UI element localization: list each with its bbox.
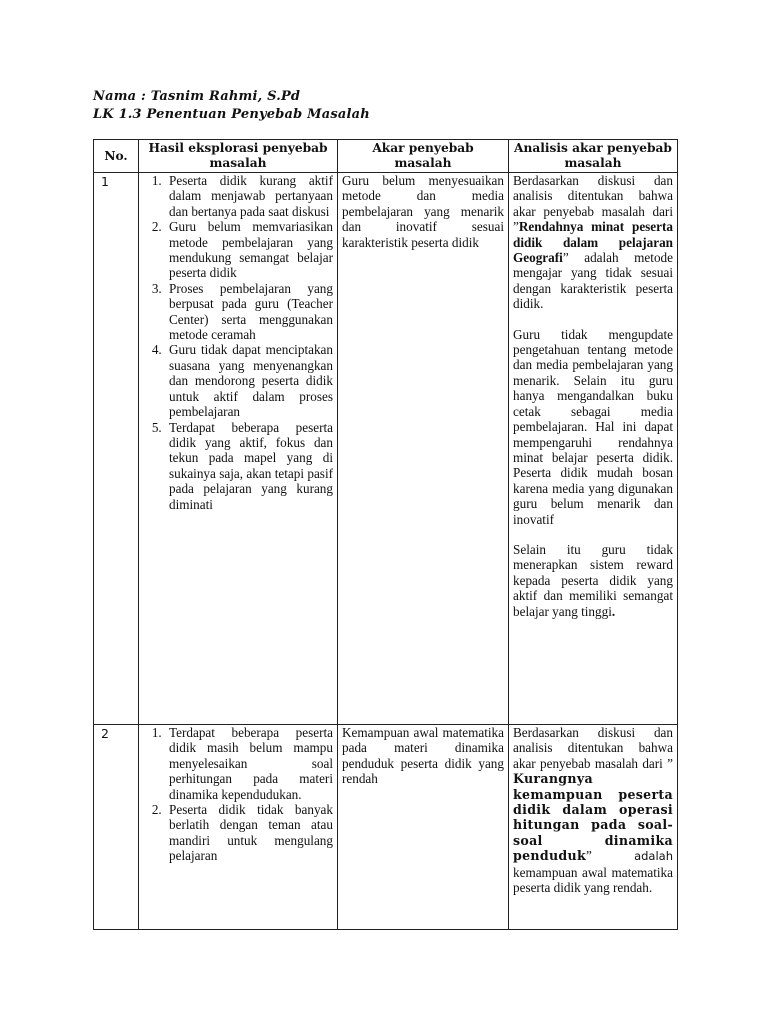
analisis-cell bbox=[509, 725, 678, 930]
document-header bbox=[93, 88, 370, 124]
table-row bbox=[94, 173, 678, 725]
analisis-paragraph bbox=[513, 173, 673, 312]
header-akar: Akar penyebab masalah bbox=[338, 140, 509, 173]
analisis-emphasis: Kurangnya kemampuan peserta didik dalam operasi hitungan pada soal-soal dinamika penduduk bbox=[513, 771, 673, 864]
analisis-text: adalah bbox=[634, 849, 673, 864]
analisis-paragraph bbox=[513, 725, 673, 895]
akar-cell: Guru belum menyesuaikan metode dan media pembelajaran yang menarik dan inovatif sesuai karakteristik peserta didik bbox=[338, 173, 509, 725]
list-item: 2. Peserta didik tidak banyak berlatih dengan teman atau mandiri untuk mengulang pelajaran bbox=[165, 802, 333, 864]
analisis-text: . bbox=[611, 603, 616, 619]
list-item: 2. Guru belum memvariasikan metode pembelajaran yang mendukung semangat belajar peserta didik bbox=[165, 219, 333, 281]
analisis-emphasis: Rendahnya minat peserta didik dalam pelajaran Geografi bbox=[513, 219, 673, 266]
table-header-row bbox=[94, 140, 678, 173]
list-item: 3. Proses pembelajaran yang berpusat pada guru (Teacher Center) serta menggunakan metode ceramah bbox=[165, 281, 333, 343]
name-line: Nama : Tasnim Rahmi, S.Pd bbox=[93, 89, 301, 104]
hasil-list bbox=[143, 725, 333, 864]
analisis-text: Berdasarkan diskusi dan analisis ditentukan bahwa akar penyebab masalah dari ” bbox=[513, 725, 673, 771]
header-hasil: Hasil eksplorasi penyebab masalah bbox=[139, 140, 338, 173]
analisis-text: ” adalah metode mengajar yang tidak sesuai dengan karakteristik peserta didik. bbox=[513, 250, 673, 312]
worksheet-title: LK 1.3 Penentuan Penyebab Masalah bbox=[93, 107, 370, 122]
table-row bbox=[94, 725, 678, 930]
header-no: No. bbox=[94, 140, 139, 173]
analisis-text: Berdasarkan diskusi dan analisis ditentukan bahwa akar penyebab masalah dari ” bbox=[513, 173, 673, 235]
analisis-paragraph bbox=[513, 542, 673, 619]
row-number: 1 bbox=[94, 173, 139, 725]
analisis-cell bbox=[509, 173, 678, 725]
hasil-cell bbox=[139, 725, 338, 930]
row-number: 2 bbox=[94, 725, 139, 930]
akar-cell: Kemampuan awal matematika pada materi dinamika penduduk peserta didik yang rendah bbox=[338, 725, 509, 930]
header-analisis: Analisis akar penyebab masalah bbox=[509, 140, 678, 173]
list-item: 1. Terdapat beberapa peserta didik masih belum mampu menyelesaikan soal perhitungan pada materi dinamika kependudukan. bbox=[165, 725, 333, 802]
hasil-cell bbox=[139, 173, 338, 725]
hasil-list bbox=[143, 173, 333, 512]
analisis-text: kemampuan awal matematika peserta didik yang rendah. bbox=[513, 864, 673, 896]
list-item: 1. Peserta didik kurang aktif dalam menjawab pertanyaan dan bertanya pada saat diskusi bbox=[165, 173, 333, 219]
list-item: 5. Terdapat beberapa peserta didik yang aktif, fokus dan tekun pada mapel yang di sukainya saja, akan tetapi pasif pada pelajaran yang kurang diminati bbox=[165, 420, 333, 512]
list-item: 4. Guru tidak dapat menciptakan suasana yang menyenangkan dan mendorong peserta didik untuk aktif dalam proses pembelajaran bbox=[165, 342, 333, 419]
analisis-text: ” bbox=[586, 848, 635, 864]
analisis-paragraph: Guru tidak mengupdate pengetahuan tentang metode dan media pembelajaran yang menarik. Selain itu guru hanya mengandalkan buku cetak sebagai media pembelajaran. Hal ini dapat mempengaruhi rendahnya minat belajar peserta didik. Peserta didik mudah bosan karena media yang digunakan guru belum menarik dan inovatif bbox=[513, 326, 673, 527]
analisis-text: Selain itu guru tidak menerapkan sistem reward kepada peserta didik yang aktif dan memiliki semangat belajar yang tinggi bbox=[513, 541, 673, 619]
problem-cause-table bbox=[93, 139, 678, 930]
